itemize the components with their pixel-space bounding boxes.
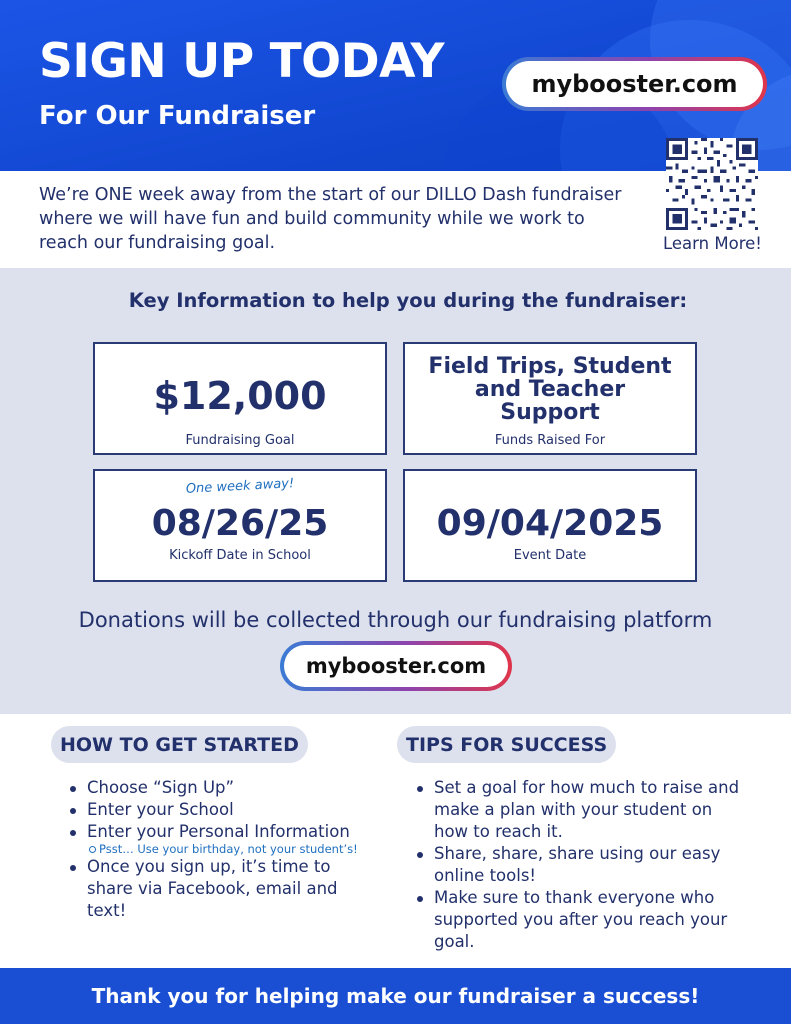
website-link-platform[interactable] [280, 641, 512, 691]
list-item-text: Enter your Personal Information [87, 822, 350, 841]
key-info-section [0, 268, 791, 714]
goal-card [93, 342, 387, 455]
page-title: SIGN UP TODAY [39, 34, 445, 89]
sub-list [87, 842, 366, 856]
footer-banner [0, 968, 791, 1024]
website-link-label: mybooster.com [506, 61, 763, 107]
goal-caption: Fundraising Goal [185, 433, 295, 448]
page-subtitle: For Our Fundraiser [39, 101, 316, 131]
list-item: Set a goal for how much to raise and make a plan with your student on how to reach it. [413, 777, 743, 843]
goal-value: $12,000 [153, 374, 327, 418]
qr-code-icon[interactable] [666, 138, 758, 230]
website-link-header[interactable] [502, 57, 767, 111]
event-caption: Event Date [513, 548, 587, 563]
donations-text: Donations will be collected through our fundraising platform [78, 608, 713, 632]
kickoff-card [93, 469, 387, 582]
funds-purpose-caption: Funds Raised For [494, 433, 606, 448]
funds-purpose-value: Field Trips, Student and Teacher Support [428, 354, 672, 425]
funds-purpose-card [403, 342, 697, 455]
footer-text: Thank you for helping make our fundraiser a success! [91, 984, 700, 1008]
list-item: Once you sign up, it’s time to share via Facebook, email and text! [66, 856, 366, 922]
list-item: Enter your School [66, 799, 366, 821]
kickoff-caption: Kickoff Date in School [169, 548, 311, 563]
tips-list [413, 777, 743, 953]
website-link-platform-label: mybooster.com [284, 645, 508, 687]
intro-text: We’re ONE week away from the start of our DILLO Dash fundraiser where we will have fun and build community while we work to reach our fundraising goal. [39, 185, 622, 253]
list-item [66, 821, 366, 856]
event-card [403, 469, 697, 582]
kickoff-date: 08/26/25 [151, 503, 329, 544]
how-to-heading: HOW TO GET STARTED [51, 726, 308, 763]
event-date: 09/04/2025 [436, 503, 664, 544]
tips-heading: TIPS FOR SUCCESS [397, 726, 616, 763]
key-info-heading: Key Information to help you during the fundraiser: [128, 289, 688, 312]
list-item: Share, share, share using our easy online tools! [413, 843, 743, 887]
kickoff-note: One week away! [185, 476, 295, 497]
list-item: Make sure to thank everyone who supported you after you reach your goal. [413, 887, 743, 953]
sub-list-item: Psst… Use your birthday, not your student’s! [99, 842, 366, 856]
list-item: Choose “Sign Up” [66, 777, 366, 799]
how-to-list [66, 777, 366, 922]
learn-more-label: Learn More! [663, 234, 762, 253]
